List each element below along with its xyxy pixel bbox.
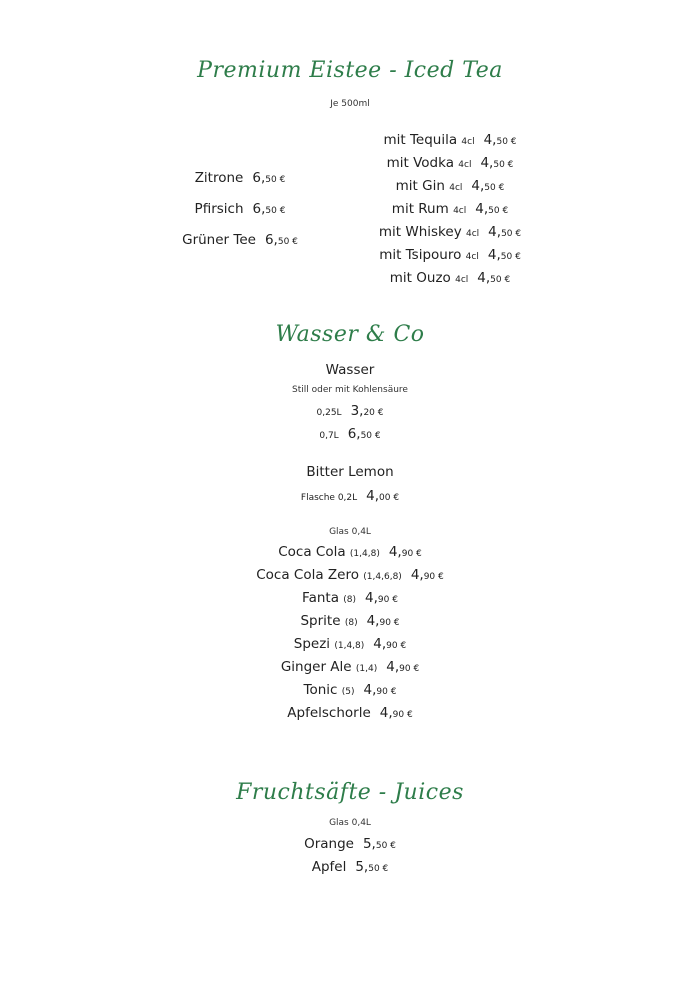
glass-note: Glas 0,4L	[329, 527, 371, 537]
juice-item: Orange 5,50 €	[304, 836, 396, 852]
softdrink-item: Ginger Ale (1,4) 4,90 €	[280, 659, 420, 675]
tea-item	[160, 170, 320, 186]
iced-tea-note: Je 500ml	[330, 99, 370, 109]
tea-spirit-item: mit Vodka 4cl 4,50 €	[386, 155, 514, 171]
tea-price: 6,50 €	[264, 232, 298, 248]
tea-spirit-item: mit Gin 4cl 4,50 €	[395, 178, 505, 194]
tea-price: 6,50 €	[252, 170, 286, 186]
wasser-size-row: 0,25L 3,20 €	[316, 403, 384, 419]
softdrink-item: Spezi (1,4,8) 4,90 €	[293, 636, 407, 652]
tea-price: 6,50 €	[252, 201, 286, 217]
softdrink-item: Tonic (5) 4,90 €	[303, 682, 397, 698]
tea-item	[160, 201, 320, 217]
tea-spirit-item: mit Whiskey 4cl 4,50 €	[378, 224, 522, 240]
softdrink-item: Sprite (8) 4,90 €	[300, 613, 400, 629]
softdrink-item: Coca Cola (1,4,8) 4,90 €	[278, 544, 422, 560]
juice-item: Apfel 5,50 €	[311, 859, 389, 875]
juices-heading: Fruchtsäfte - Juices	[236, 780, 464, 805]
tea-spirit-item: mit Rum 4cl 4,50 €	[391, 201, 509, 217]
tea-name: Grüner Tee	[182, 232, 256, 248]
tea-item	[160, 232, 320, 248]
tea-name: Zitrone	[194, 170, 244, 186]
wasser-name: Wasser	[325, 362, 375, 378]
softdrink-item: Fanta (8) 4,90 €	[302, 590, 398, 606]
bitter-lemon-row: Flasche 0,2L 4,00 €	[300, 488, 400, 504]
wasser-note: Still oder mit Kohlensäure	[292, 385, 408, 395]
tea-spirit-item: mit Tequila 4cl 4,50 €	[383, 132, 517, 148]
tea-spirit-item: mit Ouzo 4cl 4,50 €	[389, 270, 511, 286]
tea-name: Pfirsich	[194, 201, 244, 217]
water-heading: Wasser & Co	[275, 322, 425, 347]
wasser-size-row: 0,7L 6,50 €	[319, 426, 381, 442]
softdrink-item: Coca Cola Zero (1,4,6,8) 4,90 €	[256, 567, 444, 583]
bitter-lemon-name: Bitter Lemon	[306, 464, 394, 480]
iced-tea-heading: Premium Eistee - Iced Tea	[197, 58, 503, 83]
softdrink-item: Apfelschorle 4,90 €	[287, 705, 413, 721]
tea-spirit-item: mit Tsipouro 4cl 4,50 €	[379, 247, 521, 263]
juices-note: Glas 0,4L	[329, 818, 371, 828]
